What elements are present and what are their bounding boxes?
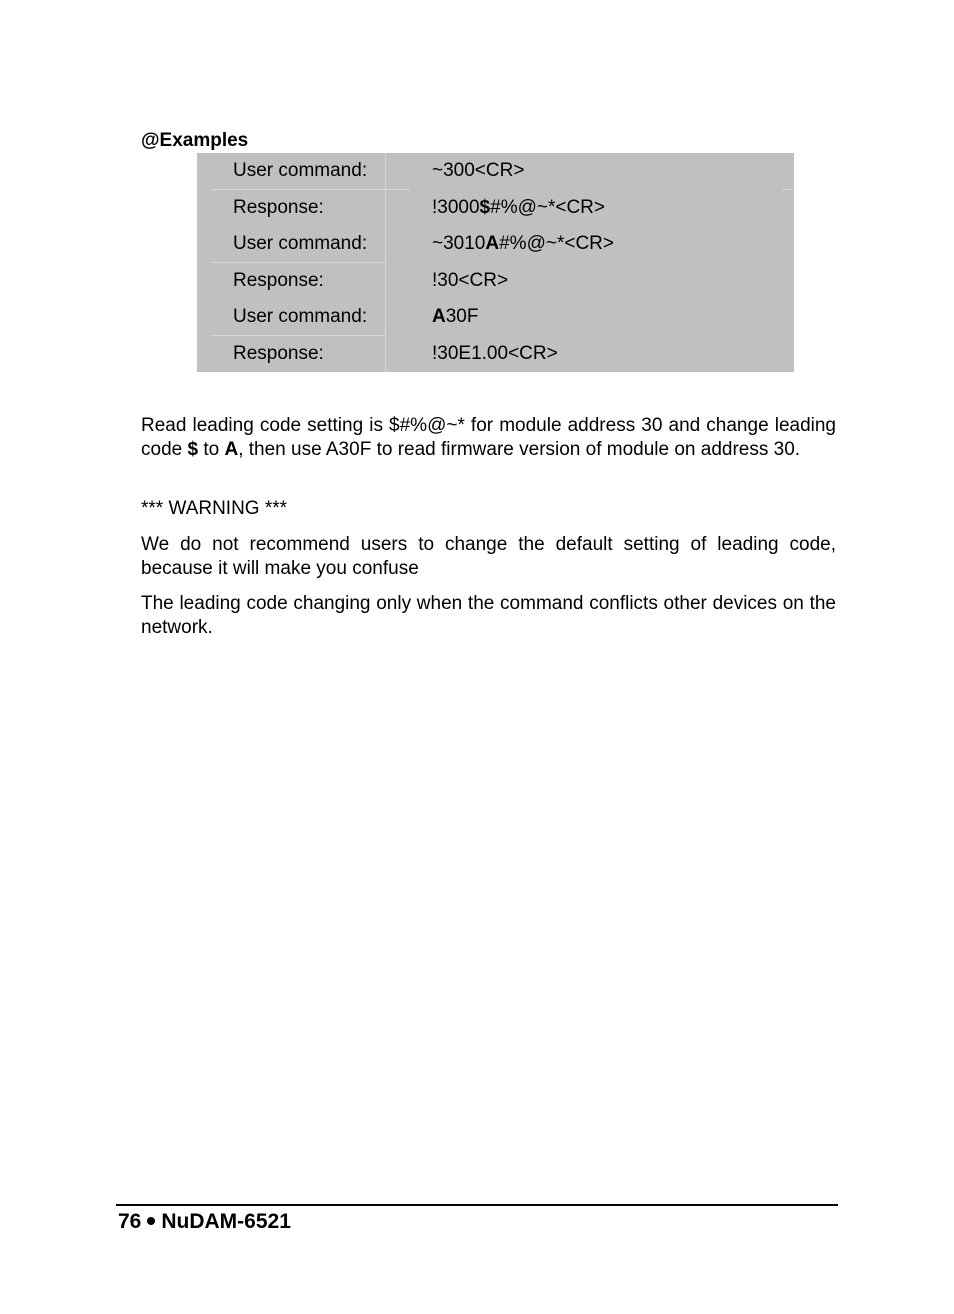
example-value: !30<CR> [432,269,509,291]
example-row [197,299,794,336]
note-paragraph: The leading code changing only when the command conflicts other devices on the network. [141,593,836,638]
example-value: ~3010A#%@~*<CR> [432,233,614,254]
examples-table [197,153,794,372]
example-label: User command: [233,233,368,254]
example-value: ~300<CR> [432,160,525,181]
example-row [197,153,794,190]
example-label: Response: [233,196,324,218]
footer-rule [116,1204,838,1206]
example-row [197,226,794,263]
warning-paragraph: We do not recommend users to change the default setting of leading code, because it will make you confuse [141,534,836,579]
example-value: !3000$#%@~*<CR> [432,196,605,218]
section-title: @Examples [141,130,249,151]
page-number: 76 [118,1210,142,1233]
example-label: User command: [233,306,368,327]
warning-heading: *** WARNING *** [141,498,288,519]
example-row [197,190,794,227]
example-value: A30F [432,306,479,327]
example-row [197,263,794,300]
description-paragraph: Read leading code setting is $#%@~* for module address 30 and change leading code $ to A, then use A30F to read firmware version of module on address 30. [141,415,836,460]
example-value: !30E1.00<CR> [432,342,558,364]
example-label: User command: [233,160,368,181]
example-label: Response: [233,342,324,364]
page-footer [118,1209,291,1235]
bullet-icon [147,1217,155,1225]
product-name: NuDAM-6521 [161,1210,291,1233]
example-label: Response: [233,269,324,291]
example-row [197,336,794,373]
